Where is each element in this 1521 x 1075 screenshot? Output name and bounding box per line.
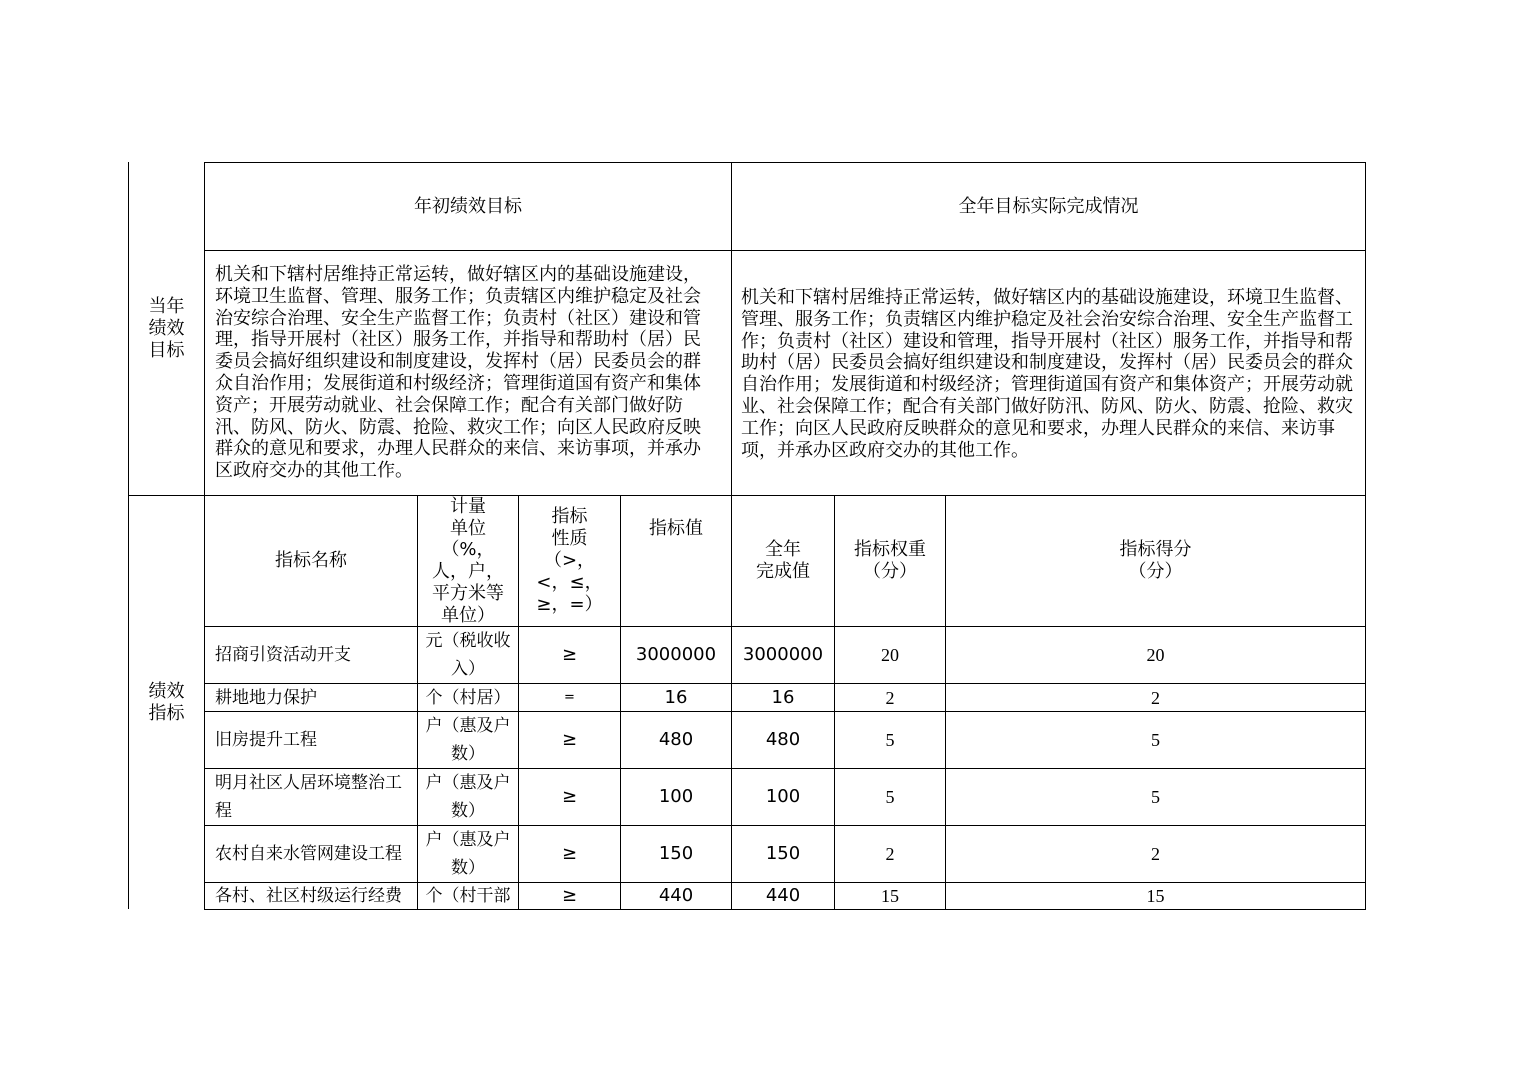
- actual-goals-header: 全年目标实际完成情况: [958, 195, 1139, 217]
- row-6-score: 15: [1146, 886, 1165, 906]
- header-unit-line-1: 计量: [450, 496, 486, 517]
- row-4-nature: ≥: [561, 786, 578, 807]
- row-5-weight: 2: [885, 844, 895, 864]
- header-unit-line-3: （%，: [441, 539, 495, 561]
- goals-label-line-1: 当年: [148, 296, 185, 317]
- row-5-score: 2: [1151, 844, 1160, 864]
- row-2-unit-line-1: 个（村居）: [425, 687, 511, 708]
- row-6-nature: ≥: [561, 885, 578, 906]
- header-weight: [835, 496, 945, 626]
- header-actual-line-2: 完成值: [756, 561, 810, 582]
- row-4-name-line-2: 程: [215, 801, 232, 821]
- row-5-unit-line-2: 数）: [451, 858, 485, 878]
- row-4-unit: [418, 769, 518, 825]
- row-6-target: 440: [658, 885, 694, 906]
- row-1-weight: 20: [881, 645, 899, 665]
- header-target-value: 指标值: [649, 518, 703, 539]
- goals-label-line-2: 绩效: [148, 318, 185, 339]
- initial-goals-header: 年初绩效目标: [414, 195, 522, 217]
- row-1-score: 20: [1146, 645, 1165, 665]
- goals-label-line-3: 目标: [148, 340, 185, 361]
- row-4-name-line-1: 明月社区人居环境整治工: [215, 773, 402, 793]
- row-1-unit-line-2: 入）: [451, 659, 485, 679]
- row-1-unit: [418, 627, 518, 683]
- row-5-unit-line-1: 户（惠及户: [425, 830, 511, 850]
- goals-section-label: [129, 296, 204, 362]
- row-6-unit-line-1: 个（村干部: [425, 886, 511, 906]
- row-3-score: 5: [1151, 730, 1160, 750]
- header-actual-line-1: 全年: [765, 539, 801, 560]
- header-nature: [519, 506, 620, 618]
- indicators-section-label: [129, 681, 204, 725]
- row-4-score: 5: [1151, 787, 1160, 807]
- row-4-unit-line-1: 户（惠及户: [425, 773, 511, 793]
- header-actual-value: [732, 496, 834, 626]
- row-1-nature: ≥: [561, 644, 578, 665]
- row-6-weight: 15: [881, 886, 899, 906]
- row-2-name: 耕地地力保护: [215, 687, 317, 708]
- header-unit-line-5: 平方米等: [432, 582, 504, 604]
- row-2-actual: 16: [771, 686, 795, 708]
- goals-header-line: [204, 250, 1366, 251]
- row-6-unit: [418, 883, 518, 909]
- header-score-line-1: 指标得分: [1119, 539, 1192, 560]
- row-2-nature: =: [564, 689, 575, 705]
- row-3-unit: [418, 712, 518, 768]
- header-unit-line-4: 人，户，: [432, 561, 504, 583]
- header-nature-line-2: 性质: [551, 528, 588, 549]
- header-nature-line-1: 指标: [551, 506, 588, 527]
- row-3-actual: 480: [765, 729, 801, 750]
- row-4-weight: 5: [885, 787, 895, 807]
- row-3-unit-line-2: 数）: [451, 744, 485, 764]
- row-4-actual: 100: [765, 786, 801, 807]
- header-unit: [418, 496, 518, 626]
- initial-goals-text: 机关和下辖村居维持正常运转，做好辖区内的基础设施建设，环境卫生监督、管理、服务工作；负责辖区内维护稳定及社会治安综合治理、安全生产监督工作；负责村（社区）建设和管理，指导开展村（社区）服务工作，并指导和帮助村（居）民委员会搞好组织建设和制度建设，发挥村（居）民委员会的群众自治作用；发展街道和村级经济；管理街道国有资产和集体资产；开展劳动就业、社会保障工作；配合有关部门做好防汛、防风、防火、防震、抢险、救灾工作；向区人民政府反映群众的意见和要求，办理人民群众的来信、来访事项，并承办区政府交办的其他工作。: [215, 264, 701, 482]
- row-2-score: 2: [1151, 687, 1160, 708]
- header-indicator-name: 指标名称: [275, 550, 347, 571]
- left-border-line: [128, 162, 129, 909]
- header-nature-line-4: <，≤，: [536, 572, 603, 593]
- row-2-target: 16: [664, 686, 688, 708]
- row-2-unit: [418, 684, 518, 711]
- header-weight-line-2: （分）: [863, 561, 917, 582]
- row-5-unit: [418, 826, 518, 882]
- header-unit-line-6: 单位）: [441, 604, 495, 626]
- row-1-unit-line-1: 元（税收收: [425, 631, 511, 651]
- row-4-unit-line-2: 数）: [451, 801, 485, 821]
- row-3-unit-line-1: 户（惠及户: [425, 716, 511, 736]
- header-weight-line-1: 指标权重: [854, 539, 926, 560]
- row-5-actual: 150: [765, 843, 801, 864]
- row-6-name: 各村、社区村级运行经费: [215, 886, 402, 906]
- row-5-name: 农村自来水管网建设工程: [215, 844, 402, 864]
- indicators-label-line-2: 指标: [148, 703, 185, 724]
- row-2-weight: 2: [885, 687, 895, 708]
- header-nature-line-3: （>，: [543, 550, 596, 571]
- row-3-weight: 5: [885, 730, 895, 750]
- actual-goals-text: 机关和下辖村居维持正常运转，做好辖区内的基础设施建设，环境卫生监督、管理、服务工作；负责辖区内维护稳定及社会治安综合治理、安全生产监督工作；负责村（社区）建设和管理，指导开展村（社区）服务工作，并指导和帮助村（居）民委员会搞好组织建设和制度建设，发挥村（居）民委员会的群众自治作用；发展街道和村级经济；管理街道国有资产和集体资产；开展劳动就业、社会保障工作；配合有关部门做好防汛、防风、防火、防震、抢险、救灾工作；向区人民政府反映群众的意见和要求，办理人民群众的来信、来访事项，并承办区政府交办的其他工作。: [741, 287, 1353, 461]
- indicators-label-line-1: 绩效: [148, 681, 185, 702]
- row-5-target: 150: [658, 843, 694, 864]
- header-unit-line-2: 单位: [450, 517, 486, 539]
- header-score-line-2: （分）: [1128, 561, 1183, 582]
- row-4-target: 100: [658, 786, 694, 807]
- right-border-line: [1365, 162, 1366, 910]
- row-4-name: [205, 769, 417, 825]
- row-1-actual: 3000000: [742, 644, 824, 665]
- header-nature-line-5: ≥，=）: [536, 594, 603, 615]
- row-1-target: 3000000: [635, 644, 717, 665]
- row-3-name: 旧房提升工程: [215, 730, 317, 750]
- row-3-target: 480: [658, 729, 694, 750]
- row-1-name: 招商引资活动开支: [215, 645, 351, 665]
- row-5-nature: ≥: [561, 843, 578, 864]
- header-score: [946, 496, 1365, 626]
- row-3-nature: ≥: [561, 729, 578, 750]
- row-6-actual: 440: [765, 885, 801, 906]
